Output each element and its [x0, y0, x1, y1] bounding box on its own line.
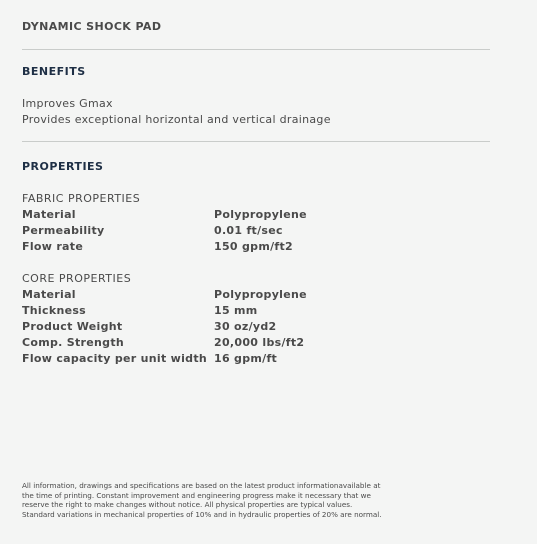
property-value: 16 gpm/ft [214, 352, 278, 365]
property-row [22, 208, 490, 224]
property-row [22, 320, 490, 336]
divider [22, 49, 490, 50]
property-row [22, 288, 490, 304]
property-value: 20,000 lbs/ft2 [214, 336, 305, 349]
core-properties-table [22, 288, 490, 368]
property-value: 30 oz/yd2 [214, 320, 277, 333]
property-label: Material [22, 288, 76, 301]
divider [22, 141, 490, 142]
property-label: Thickness [22, 304, 87, 317]
property-value: 15 mm [214, 304, 258, 317]
property-label: Product Weight [22, 320, 123, 333]
property-row [22, 336, 490, 352]
property-label: Permeability [22, 224, 105, 237]
fabric-properties-heading: FABRIC PROPERTIES [22, 192, 141, 205]
property-value: Polypropylene [214, 288, 307, 301]
property-row [22, 224, 490, 240]
property-label: Comp. Strength [22, 336, 125, 349]
property-label: Flow rate [22, 240, 84, 253]
benefit-item: Provides exceptional horizontal and vertical drainage [22, 113, 331, 126]
properties-heading: PROPERTIES [22, 160, 104, 173]
benefits-heading: BENEFITS [22, 65, 86, 78]
property-row [22, 304, 490, 320]
benefit-item: Improves Gmax [22, 97, 113, 110]
property-value: 0.01 ft/sec [214, 224, 283, 237]
product-title: DYNAMIC SHOCK PAD [22, 20, 162, 33]
core-properties-heading: CORE PROPERTIES [22, 272, 132, 285]
disclaimer-text: All information, drawings and specifications are based on the latest product informationavailable at the time of printing. Constant improvement and engineering progress make it necessary that we reserve the right to make changes without notice. All physical properties are typical values. Standard variations in mechanical properties of 10% and in hydraulic properties of 20% are normal. [22, 481, 382, 519]
property-value: 150 gpm/ft2 [214, 240, 294, 253]
property-row [22, 352, 490, 368]
property-row [22, 240, 490, 256]
property-value: Polypropylene [214, 208, 307, 221]
property-label: Material [22, 208, 76, 221]
fabric-properties-table [22, 208, 490, 256]
property-label: Flow capacity per unit width [22, 352, 208, 365]
